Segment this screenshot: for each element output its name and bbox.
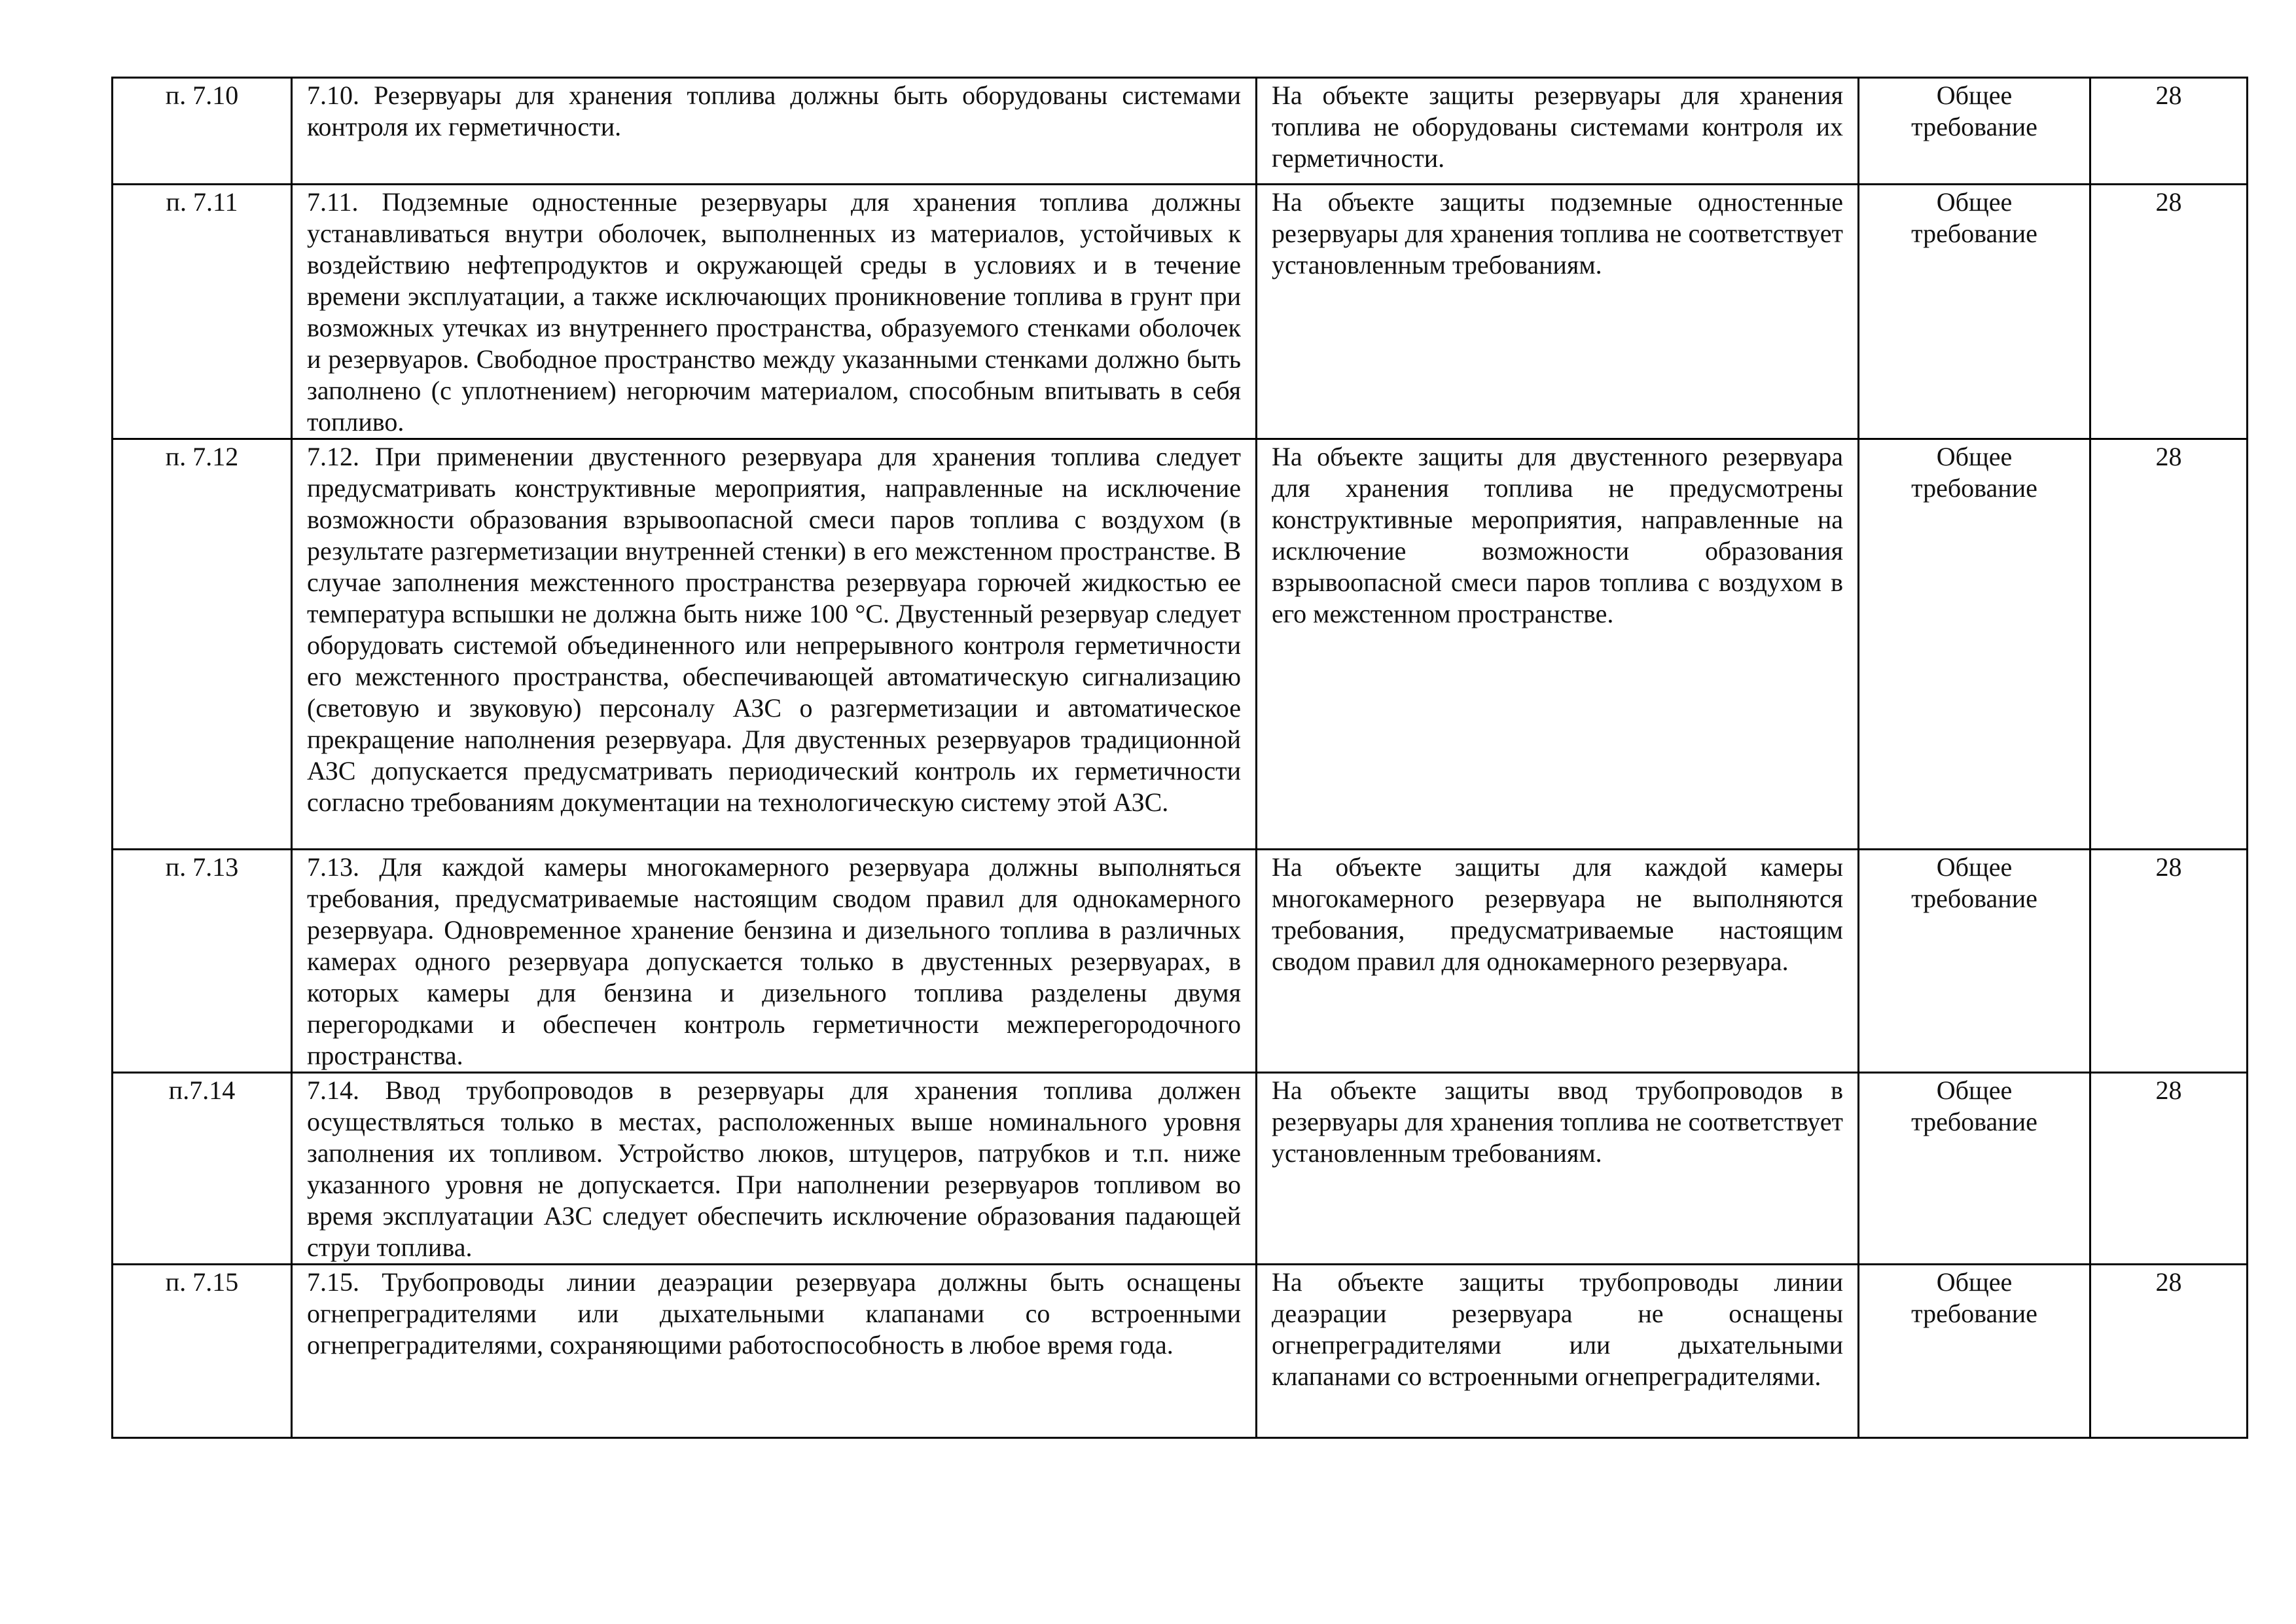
requirements-table [111,77,2248,1439]
finding-text: На объекте защиты трубопроводы линии деаэрации резервуара не оснащены огнепреградителями или дыхательными клапанами со встроенными огнепреградителями. [1257,1265,1859,1438]
finding-text: На объекте защиты подземные одностенные резервуары для хранения топлива не соответствует установленным требованиям. [1257,185,1859,439]
requirement-type-label: Общее требование [1911,1075,2037,1136]
page-reference: 28 [2090,185,2248,439]
table-row [113,1265,2248,1438]
clause-number: п. 7.11 [113,185,292,439]
requirement-type [1859,78,2090,185]
table-row [113,78,2248,185]
requirement-type-label: Общее требование [1911,442,2037,503]
clause-number: п. 7.12 [113,439,292,850]
finding-text: На объекте защиты ввод трубопроводов в резервуары для хранения топлива не соответствует установленным требованиям. [1257,1073,1859,1265]
clause-number: п.7.14 [113,1073,292,1265]
page-reference: 28 [2090,78,2248,185]
clause-number: п. 7.15 [113,1265,292,1438]
requirement-text: 7.10. Резервуары для хранения топлива должны быть оборудованы системами контроля их герметичности. [292,78,1257,185]
page-reference: 28 [2090,1265,2248,1438]
requirement-type-label: Общее требование [1911,1267,2037,1328]
requirement-type-label: Общее требование [1911,852,2037,913]
requirement-text: 7.11. Подземные одностенные резервуары для хранения топлива должны устанавливаться внутри оболочек, выполненных из материалов, устойчивых к воздействию нефтепродуктов и окружающей среды в условиях и в течение времени эксплуатации, а также исключающих проникновение топлива в грунт при возможных утечках из внутреннего пространства, образуемого стенками оболочек и резервуаров. Свободное пространство между указанными стенками должно быть заполнено (с уплотнением) негорючим материалом, способным впитывать в себя топливо. [292,185,1257,439]
requirement-text: 7.13. Для каждой камеры многокамерного резервуара должны выполняться требования, предусматриваемые настоящим сводом правил для однокамерного резервуара. Одновременное хранение бензина и дизельного топлива в различных камерах одного резервуара допускается только в двустенных резервуарах, в которых камеры для бензина и дизельного топлива разделены двумя перегородками и обеспечен контроль герметичности межперегородочного пространства. [292,850,1257,1073]
requirement-type [1859,185,2090,439]
requirement-type [1859,850,2090,1073]
requirement-text: 7.12. При применении двустенного резервуара для хранения топлива следует предусматривать конструктивные мероприятия, направленные на исключение возможности образования взрывоопасной смеси паров топлива с воздухом (в результате разгерметизации внутренней стенки) в его межстенном пространстве. В случае заполнения межстенного пространства резервуара горючей жидкостью ее температура вспышки не должна быть ниже 100 °С. Двустенный резервуар следует оборудовать системой объединенного или непрерывного контроля герметичности его межстенного пространства, обеспечивающей автоматическую сигнализацию (световую и звуковую) персоналу АЗС о разгерметизации и автоматическое прекращение наполнения резервуара. Для двустенных резервуаров традиционной АЗС допускается предусматривать периодический контроль их герметичности согласно требованиям документации на технологическую систему этой АЗС. [292,439,1257,850]
page-reference: 28 [2090,439,2248,850]
requirement-type-label: Общее требование [1911,187,2037,248]
page-reference: 28 [2090,850,2248,1073]
finding-text: На объекте защиты для каждой камеры многокамерного резервуара не выполняются требования, предусматриваемые настоящим сводом правил для однокамерного резервуара. [1257,850,1859,1073]
requirement-type [1859,439,2090,850]
requirement-text: 7.14. Ввод трубопроводов в резервуары для хранения топлива должен осуществляться только в местах, расположенных выше номинального уровня заполнения их топливом. Устройство люков, штуцеров, патрубков и т.п. ниже указанного уровня не допускается. При наполнении резервуаров топливом во время эксплуатации АЗС следует обеспечить исключение образования падающей струи топлива. [292,1073,1257,1265]
finding-text: На объекте защиты для двустенного резервуара для хранения топлива не предусмотрены конструктивные мероприятия, направленные на исключение возможности образования взрывоопасной смеси паров топлива с воздухом в его межстенном пространстве. [1257,439,1859,850]
finding-text: На объекте защиты резервуары для хранения топлива не оборудованы системами контроля их герметичности. [1257,78,1859,185]
table-row [113,1073,2248,1265]
requirement-text: 7.15. Трубопроводы линии деаэрации резервуара должны быть оснащены огнепреградителями или дыхательными клапанами со встроенными огнепреградителями, сохраняющими работоспособность в любое время года. [292,1265,1257,1438]
clause-number: п. 7.10 [113,78,292,185]
table-row [113,439,2248,850]
document-page [111,77,2246,1439]
table-row [113,185,2248,439]
table-row [113,850,2248,1073]
requirement-type-label: Общее требование [1911,81,2037,141]
requirement-type [1859,1265,2090,1438]
clause-number: п. 7.13 [113,850,292,1073]
page-reference: 28 [2090,1073,2248,1265]
requirement-type [1859,1073,2090,1265]
